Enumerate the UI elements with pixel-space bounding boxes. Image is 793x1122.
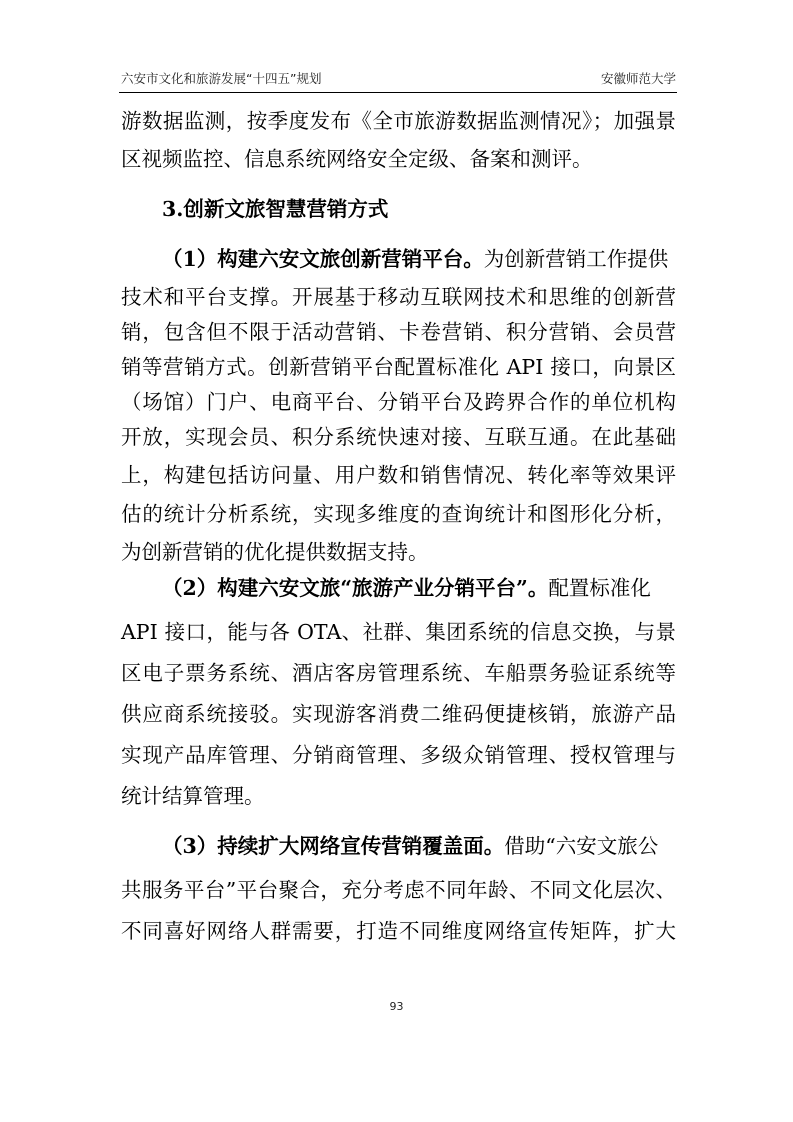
text-line: 共服务平台”平台聚合，充分考虑不同年龄、不同文化层次、 [121,878,676,902]
paragraph-3-rest: 借助“六安文旅公 [504,834,659,858]
header-institution: 安徽师范大学 [600,71,676,86]
section-heading: 3.创新文旅智慧营销方式 [162,197,389,221]
text-line: 区视频监控、信息系统网络安全定级、备案和测评。 [121,147,593,171]
text-line: API 接口，能与各 OTA、社群、集团系统的信息交换，与景 [121,620,676,644]
text-line: 统计结算管理。 [121,784,265,808]
text-line: 为创新营销的优化提供数据支持。 [121,540,429,564]
paragraph-2-first-line [162,571,676,605]
text-line: 技术和平台支撑。开展基于移动互联网技术和思维的创新营 [121,285,676,309]
text-line: 开放，实现会员、积分系统快速对接、互联互通。在此基础 [121,425,676,449]
running-header [121,69,676,91]
text-line: 游数据监测，按季度发布《全市旅游数据监测情况》；加强景 [121,109,676,133]
header-title: 六安市文化和旅游发展“十四五”规划 [121,71,322,86]
text-line: 实现产品库管理、分销商管理、多级众销管理、授权管理与 [121,743,676,767]
text-line: 销，包含但不限于活动营销、卡卷营销、积分营销、会员营 [121,320,676,344]
header-divider [119,92,677,93]
paragraph-1-lead: （1）构建六安文旅创新营销平台。 [162,247,484,271]
page-number: 93 [389,1000,404,1013]
paragraph-1-first-line [162,242,676,276]
text-line: 估的统计分析系统，实现多维度的查询统计和图形化分析， [121,502,676,526]
text-line: 供应商系统接驳。实现游客消费二维码便捷核销，旅游产品 [121,702,676,726]
paragraph-2-lead: （2）构建六安文旅“旅游产业分销平台”。 [162,576,549,600]
paragraph-1-rest: 为创新营销工作提供 [483,247,669,271]
paragraph-2-rest: 配置标准化 [548,576,651,600]
paragraph-3-lead: （3）持续扩大网络宣传营销覆盖面。 [162,834,505,858]
text-line: 区电子票务系统、酒店客房管理系统、车船票务验证系统等 [121,661,676,685]
paragraph-3-first-line [162,829,676,863]
text-line: 上，构建包括访问量、用户数和销售情况、转化率等效果评 [121,463,676,487]
text-line: 不同喜好网络人群需要，打造不同维度网络宣传矩阵，扩大 [121,919,676,943]
text-line: （场馆）门户、电商平台、分销平台及跨界合作的单位机构 [121,390,676,414]
text-line: 销等营销方式。创新营销平台配置标准化 API 接口，向景区 [121,355,676,379]
